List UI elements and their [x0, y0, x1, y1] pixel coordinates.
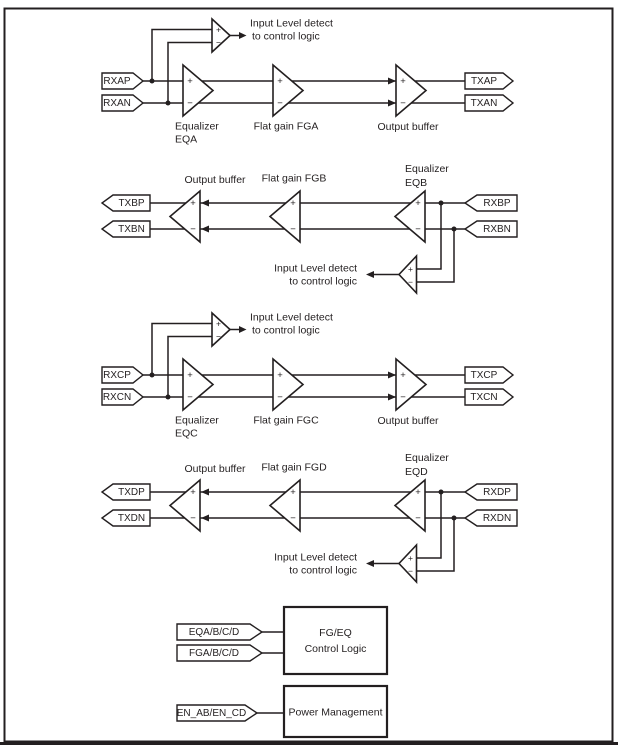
- port-rxdn-label: RXDN: [482, 513, 512, 524]
- detect-label-line2: to control logic: [289, 275, 357, 288]
- plus-sign: +: [216, 24, 221, 35]
- plus-sign: +: [408, 553, 413, 563]
- junction-dot: [166, 101, 171, 106]
- channel-d: [102, 452, 517, 582]
- minus-sign: −: [408, 277, 413, 287]
- detect-label-line1: Input Level detect: [250, 17, 333, 30]
- pin-eq-abcd-label: EQA/B/C/D: [188, 627, 240, 638]
- detect-label-line2: to control logic: [252, 324, 320, 337]
- minus-sign: −: [400, 392, 406, 403]
- junction-dot: [150, 373, 155, 378]
- junction-dot: [150, 79, 155, 84]
- port-txcn-label: TXCN: [470, 392, 498, 403]
- port-rxbn-label: RXBN: [483, 224, 511, 235]
- detect-tap-p: [152, 324, 212, 376]
- plus-sign: +: [415, 198, 421, 209]
- plus-sign: +: [400, 370, 406, 381]
- detect-label-line1: Input Level detect: [274, 551, 357, 564]
- minus-sign: −: [187, 392, 193, 403]
- flat-gain-label: Flat gain FGC: [253, 414, 319, 427]
- arrowhead-left: [201, 226, 209, 233]
- control-section: [177, 607, 387, 737]
- plus-sign: +: [290, 487, 296, 498]
- port-rxcn-label: RXCN: [102, 392, 132, 403]
- arrowhead-right: [388, 372, 396, 379]
- flat-gain-label: Flat gain FGB: [261, 172, 327, 185]
- minus-sign: −: [277, 392, 283, 403]
- arrowhead-left: [201, 200, 209, 207]
- minus-sign: −: [190, 224, 196, 235]
- arrowhead-left: [201, 489, 209, 496]
- equalizer-label-line2: EQA: [175, 133, 198, 146]
- port-rxan-label: RXAN: [103, 98, 131, 109]
- arrowhead-right: [388, 100, 396, 107]
- equalizer-label-line1: Equalizer: [405, 163, 449, 175]
- port-txdn-label: TXDN: [117, 513, 146, 524]
- junction-dot: [439, 201, 444, 206]
- minus-sign: −: [216, 331, 221, 342]
- plus-sign: +: [187, 76, 193, 87]
- output-buffer-label: Output buffer: [377, 415, 439, 427]
- port-txbp-label: TXBP: [118, 198, 145, 209]
- minus-sign: −: [408, 566, 413, 576]
- plus-sign: +: [216, 318, 221, 329]
- flat-gain-label: Flat gain FGD: [261, 461, 327, 474]
- detect-label-line2: to control logic: [289, 564, 357, 577]
- minus-sign: −: [415, 224, 421, 235]
- junction-dot: [439, 490, 444, 495]
- pin-fg-abcd-label: FGA/B/C/D: [188, 648, 240, 659]
- plus-sign: +: [415, 487, 421, 498]
- port-rxbp-label: RXBP: [483, 198, 511, 209]
- fgeq-control-logic-label-line2: Control Logic: [304, 643, 367, 655]
- minus-sign: −: [400, 98, 406, 109]
- port-txan-label: TXAN: [470, 98, 498, 109]
- arrowhead-left: [366, 560, 374, 567]
- minus-sign: −: [415, 513, 421, 524]
- minus-sign: −: [216, 37, 221, 48]
- fgeq-control-logic-box: [284, 607, 387, 674]
- arrowhead-left: [366, 271, 374, 278]
- minus-sign: −: [190, 513, 196, 524]
- output-buffer-label: Output buffer: [377, 121, 439, 133]
- detect-label-line2: to control logic: [252, 30, 320, 43]
- equalizer-label-line1: Equalizer: [175, 414, 219, 427]
- level-detect-comparator: [212, 19, 230, 52]
- plus-sign: +: [277, 370, 283, 381]
- equalizer-label-line1: Equalizer: [175, 120, 219, 133]
- plus-sign: +: [290, 198, 296, 209]
- fgeq-control-logic-label-line1: FG/EQ: [319, 627, 352, 639]
- minus-sign: −: [277, 98, 283, 109]
- port-txbn-label: TXBN: [118, 224, 145, 235]
- level-detect-comparator: [399, 545, 417, 582]
- plus-sign: +: [408, 264, 413, 274]
- port-txdp-label: TXDP: [118, 487, 145, 498]
- arrowhead-right: [239, 326, 247, 333]
- port-rxcp-label: RXCP: [103, 370, 131, 381]
- output-buffer-label: Output buffer: [184, 463, 246, 475]
- flat-gain-label: Flat gain FGA: [253, 120, 319, 133]
- minus-sign: −: [290, 513, 296, 524]
- channel-b: [102, 163, 517, 293]
- port-txcp-label: TXCP: [470, 370, 498, 381]
- equalizer-label-line2: EQC: [175, 427, 198, 440]
- port-txap-label: TXAP: [470, 76, 498, 87]
- equalizer-label-line1: Equalizer: [405, 452, 449, 464]
- plus-sign: +: [190, 198, 196, 209]
- arrowhead-right: [388, 394, 396, 401]
- equalizer-label-line2: EQB: [405, 177, 428, 189]
- minus-sign: −: [290, 224, 296, 235]
- junction-dot: [452, 227, 457, 232]
- detect-label-line1: Input Level detect: [250, 311, 333, 324]
- level-detect-comparator: [399, 256, 417, 293]
- plus-sign: +: [400, 76, 406, 87]
- level-detect-comparator: [212, 313, 230, 346]
- arrowhead-right: [388, 78, 396, 85]
- port-rxdp-label: RXDP: [483, 487, 511, 498]
- plus-sign: +: [277, 76, 283, 87]
- output-buffer-label: Output buffer: [184, 174, 246, 186]
- plus-sign: +: [190, 487, 196, 498]
- plus-sign: +: [187, 370, 193, 381]
- port-rxap-label: RXAP: [103, 76, 131, 87]
- minus-sign: −: [187, 98, 193, 109]
- arrowhead-right: [239, 32, 247, 39]
- power-management-label: Power Management: [288, 706, 383, 719]
- equalizer-label-line2: EQD: [405, 466, 428, 478]
- channel-c: [102, 312, 513, 440]
- junction-dot: [166, 395, 171, 400]
- junction-dot: [452, 516, 457, 521]
- channel-a: [102, 18, 513, 146]
- detect-tap-p: [152, 30, 212, 82]
- detect-label-line1: Input Level detect: [274, 262, 357, 275]
- pin-en-ab-cd-label: EN_AB/EN_CD: [176, 708, 247, 719]
- arrowhead-left: [201, 515, 209, 522]
